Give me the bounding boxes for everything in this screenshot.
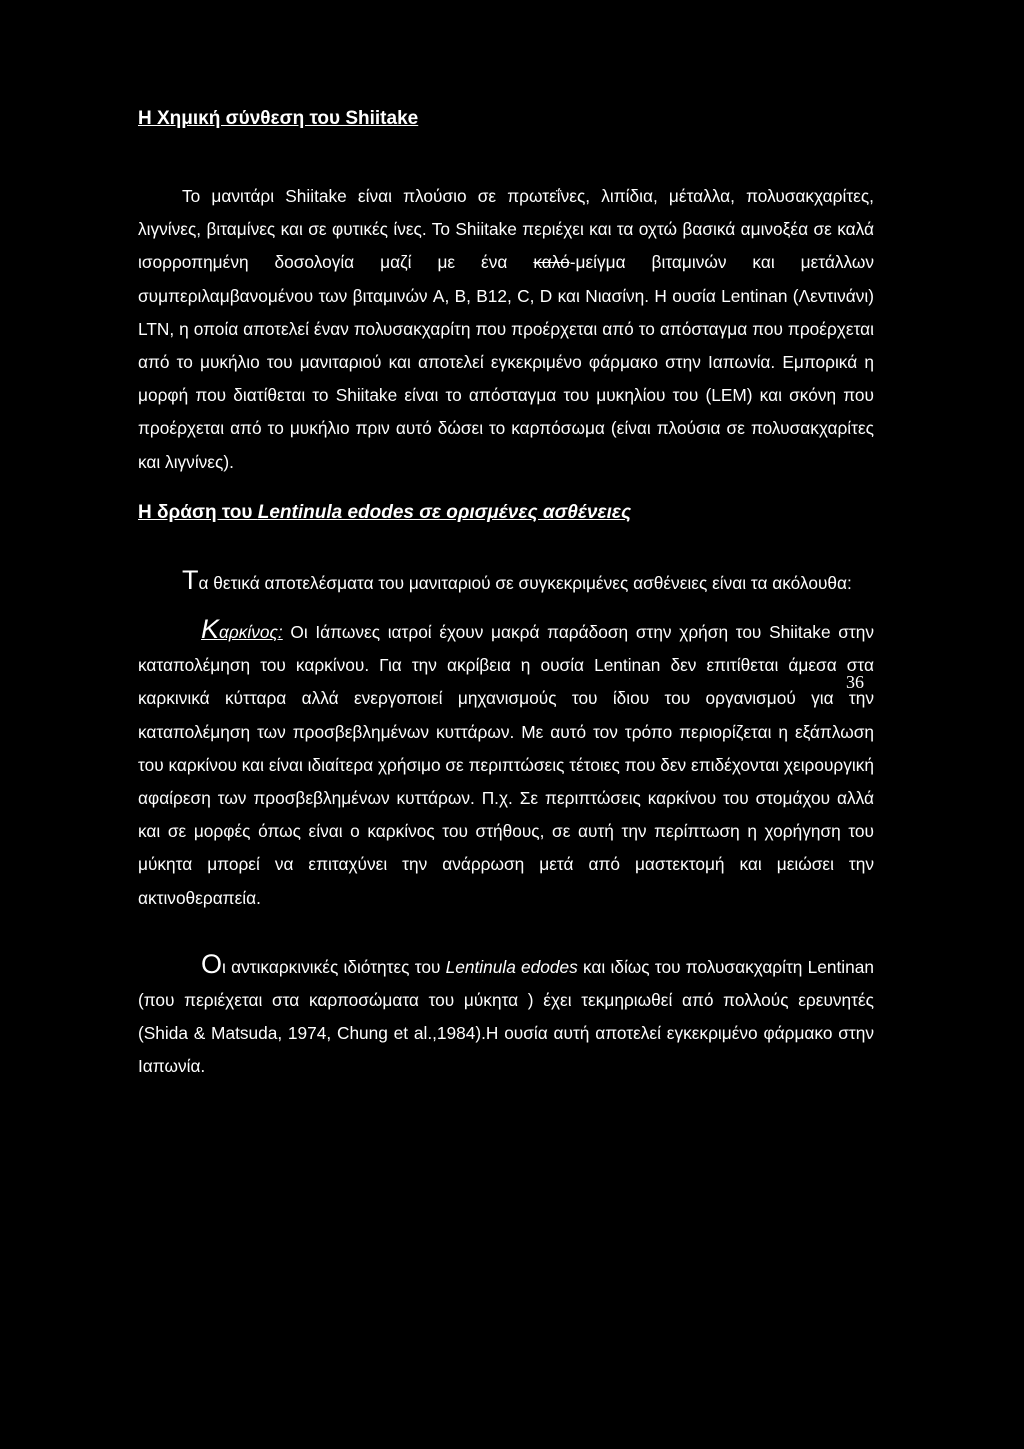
- anticancer-text-a: ι αντικαρκινικές ιδιότητες του: [222, 956, 446, 977]
- document-content: [138, 104, 874, 1084]
- section-heading-chemical-composition: Η Χημική σύνθεση του Shiitake: [138, 108, 419, 129]
- paragraph-anticancer-properties: [138, 948, 874, 1084]
- paragraph-chemical-composition-text-b: -μείγμα βιταμινών και μετάλλων συμπεριλαμβανομένου των βιταμινών A, B, B12, C, D και Νιασίνη. Η ουσία Lentinan (Λεντινάνι) LTN, η οποία αποτελεί έναν πολυσακχαρίτη που προέρχεται από το απόσταγμα που προέρχεται από το μυκήλιο του μανιταριού και αποτελεί εγκεκριμένο φάρμακο στην Ιαπωνία. Εμπορικά η μορφή που διατίθεται το Shiitake είναι το απόσταγμα του μυκηλίου του (LEM) και σκόνη που προέρχεται από το μυκήλιο πριν αυτό δώσει το καρπόσωμα (είναι πλούσια σε πολυσακχαρίτες και λιγνίνες).: [138, 252, 874, 472]
- cancer-label-initial: Κ: [201, 614, 220, 645]
- paragraph-positive-effects-intro: [138, 564, 874, 600]
- section-heading-disease-effects: [138, 498, 874, 528]
- heading-suffix: σε ορισμένες ασθένειες: [413, 501, 632, 523]
- cancer-text: Οι Ιάπωνες ιατροί έχουν μακρά παράδοση στην χρήση του Shiitake στην καταπολέμηση του καρκίνου. Για την ακρίβεια η ουσία Lentinan δεν επιτίθεται άμεσα στα καρκινικά κύτταρα αλλά ενεργοποιεί μηχανισμούς του ίδιου του οργανισμού για την καταπολέμηση των προσβεβλημένων κυττάρων. Με αυτό τον τρόπο περιορίζεται η εξάπλωση του καρκίνου και είναι ιδιαίτερα χρήσιμο σε περιπτώσεις τέτοιες που δεν επιδέχονται χειρουργική αφαίρεση των προσβεβλημένων κυττάρων. Π.χ. Σε περιπτώσεις καρκίνου του στομάχου αλλά και σε μορφές όπως είναι ο καρκίνος του στήθους, σε αυτή την περίπτωση η χορήγηση του μύκητα μπορεί να επιταχύνει την ανάρρωση μετά από μαστεκτομή και μειώσει την ακτινοθεραπεία.: [138, 622, 874, 908]
- cancer-label-rest: αρκίνος:: [219, 622, 283, 643]
- paragraph-chemical-composition-text-a: Το μανιτάρι Shiitake είναι πλούσιο σε πρωτεΐνες, λιπίδια, μέταλλα, πολυσακχαρίτες, λιγνίνες, βιταμίνες και σε φυτικές ίνες. Το Shiitake περιέχει και τα οχτώ βασικά αμινοξέα σε καλά ισορροπημένη δοσολογία μαζί με ένα: [138, 186, 874, 273]
- heading-prefix: Η δράση του: [138, 501, 258, 523]
- heading-species-name: Lentinula edodes: [257, 501, 414, 523]
- paragraph-cancer: [138, 616, 874, 915]
- drop-initial: Τ: [182, 564, 199, 595]
- cancer-label: [201, 614, 283, 645]
- anticancer-initial: Ο: [201, 948, 223, 979]
- anticancer-text-b: και ιδίως του πολυσακχαρίτη Lentinan (που περιέχεται στα καρποσώματα του μύκητα ) έχει τεκμηριωθεί από πολλούς ερευνητές (Shida & Matsuda, 1974, Chung et al.,1984).Η ουσία αυτή αποτελεί εγκεκριμένο φάρμακο στην Ιαπωνία.: [138, 956, 874, 1077]
- struck-word: καλό: [533, 252, 570, 273]
- paragraph-chemical-composition: [138, 180, 874, 479]
- intro-text: α θετικά αποτελέσματα του μανιταριού σε συγκεκριμένες ασθένειες είναι τα ακόλουθα:: [198, 572, 852, 593]
- page-number: 36: [846, 672, 864, 692]
- anticancer-species-name: Lentinula edodes: [445, 956, 578, 977]
